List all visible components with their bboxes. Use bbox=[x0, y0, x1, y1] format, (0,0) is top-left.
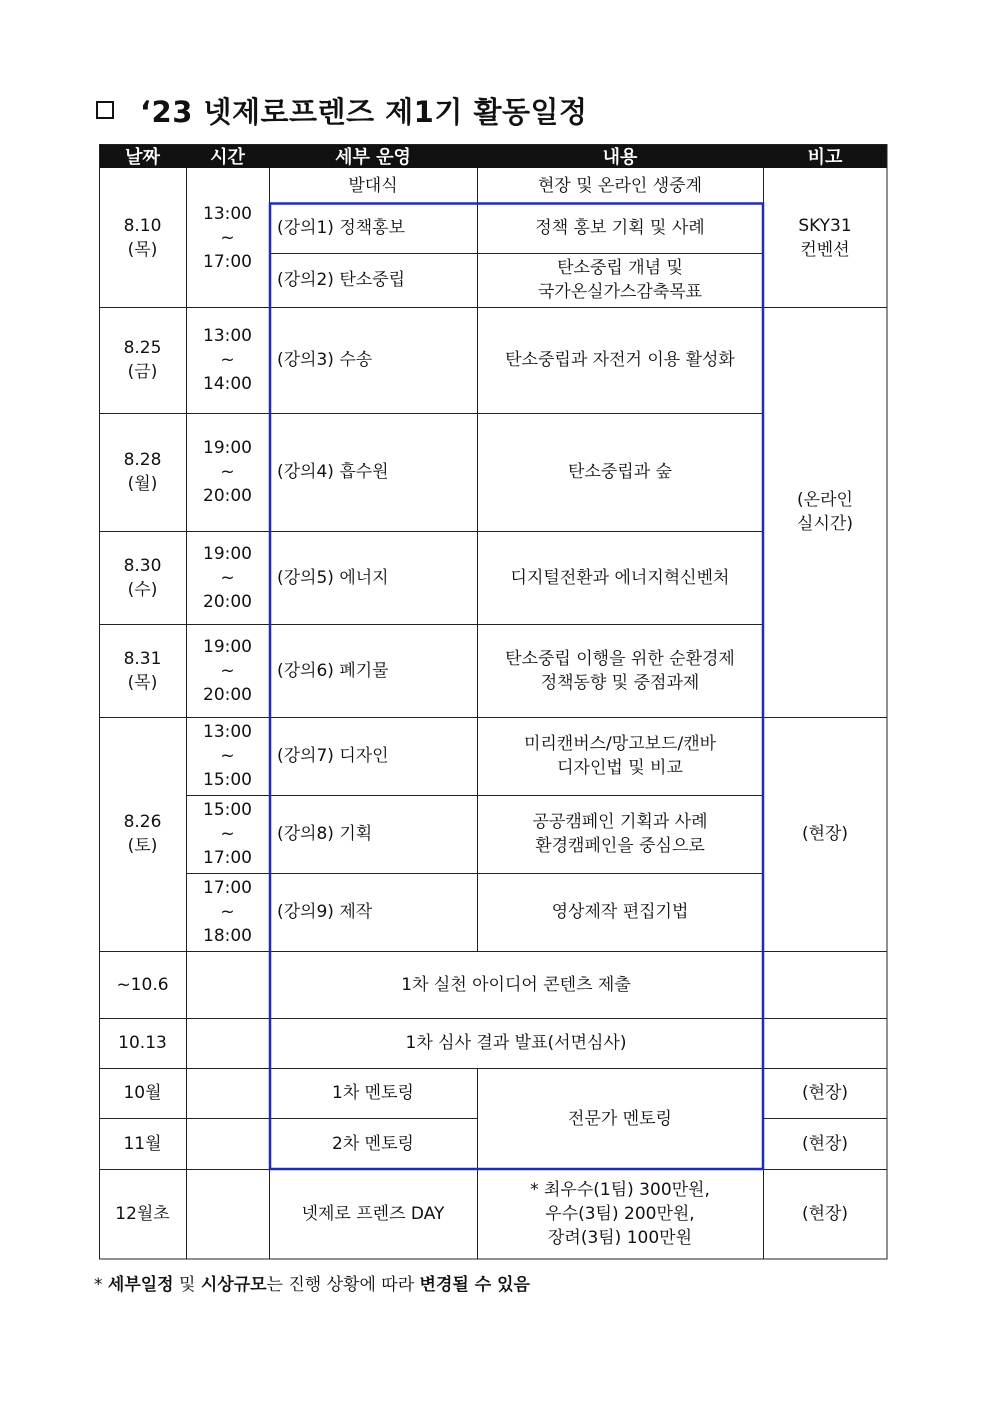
operation-cell: 발대식 bbox=[348, 175, 398, 196]
footnote: * 세부일정 및 시상규모는 진행 상황에 따라 변경될 수 있음 bbox=[94, 1275, 530, 1295]
note-cell: (현장) bbox=[801, 1204, 849, 1224]
content-cell-awards: * 최우수(1팀) 300만원, 우수(3팀) 200만원, 장려(3팀) 100만원 bbox=[530, 1180, 710, 1248]
note-cell-online: (온라인 실시간) bbox=[797, 490, 853, 534]
page-title: ‘23 넷제로프렌즈 제1기 활동일정 bbox=[140, 94, 588, 129]
header-date: 날짜 bbox=[99, 144, 186, 168]
date-cell: 8.26 (토) bbox=[123, 812, 162, 856]
content-cell: 영상제작 편집기법 bbox=[551, 902, 689, 922]
date-cell: 8.28 (월) bbox=[123, 450, 162, 494]
time-cell: 13:00 ~ 14:00 bbox=[203, 326, 252, 394]
content-cell: 정책 홍보 기획 및 사례 bbox=[535, 218, 705, 238]
time-cell: 19:00 ~ 20:00 bbox=[203, 438, 252, 506]
content-cell: 디지털전환과 에너지혁신벤처 bbox=[510, 567, 730, 588]
operation-cell: 넷제로 프렌즈 DAY bbox=[301, 1204, 445, 1224]
header-time: 시간 bbox=[186, 144, 269, 168]
operation-cell: (강의8) 기획 bbox=[277, 824, 373, 844]
header-content: 내용 bbox=[477, 144, 763, 168]
time-cell: 17:00 ~ 18:00 bbox=[203, 878, 252, 946]
date-cell: 10.13 bbox=[118, 1033, 167, 1053]
date-cell: 8.25 (금) bbox=[123, 338, 162, 382]
operation-cell: (강의1) 정책홍보 bbox=[277, 218, 406, 238]
content-cell: 탄소중립과 자전거 이용 활성화 bbox=[505, 350, 735, 370]
operation-cell: (강의2) 탄소중립 bbox=[277, 270, 406, 290]
date-cell: 12월초 bbox=[115, 1204, 170, 1224]
note-cell: (현장) bbox=[801, 824, 849, 844]
content-cell-mentoring: 전문가 멘토링 bbox=[568, 1108, 672, 1129]
note-cell: SKY31 컨벤션 bbox=[798, 215, 852, 260]
time-cell: 19:00 ~ 20:00 bbox=[203, 543, 252, 612]
date-cell: 8.31 (목) bbox=[123, 648, 162, 693]
content-cell: 탄소중립 이행을 위한 순환경제 정책동향 및 중점과제 bbox=[505, 648, 735, 693]
operation-cell: (강의7) 디자인 bbox=[277, 746, 389, 766]
operation-cell: (강의3) 수송 bbox=[277, 350, 373, 370]
content-cell: 미리캔버스/망고보드/캔바 디자인법 및 비교 bbox=[523, 734, 717, 778]
date-cell: 8.10 (목) bbox=[123, 215, 162, 260]
date-cell: ~10.6 bbox=[116, 974, 169, 995]
content-cell: 공공캠페인 기획과 사례 환경캠페인을 중심으로 bbox=[532, 812, 708, 856]
content-cell: 탄소중립 개념 및 국가온실가스감축목표 bbox=[537, 258, 703, 302]
content-cell: 탄소중립과 숲 bbox=[568, 462, 672, 482]
time-cell: 13:00 ~ 17:00 bbox=[203, 203, 252, 272]
date-cell: 11월 bbox=[123, 1133, 162, 1154]
operation-cell: (강의4) 흡수원 bbox=[277, 462, 389, 482]
note-cell: (현장) bbox=[801, 1133, 849, 1154]
content-cell-merged: 1차 실천 아이디어 콘텐츠 제출 bbox=[401, 974, 631, 995]
highlight-box bbox=[270, 204, 763, 1170]
operation-cell: (강의9) 제작 bbox=[277, 902, 373, 922]
time-cell: 15:00 ~ 17:00 bbox=[203, 800, 252, 868]
content-cell: 현장 및 온라인 생중계 bbox=[537, 175, 702, 196]
operation-cell: (강의5) 에너지 bbox=[277, 567, 389, 588]
date-cell: 10월 bbox=[123, 1083, 162, 1103]
operation-cell: 2차 멘토링 bbox=[332, 1133, 414, 1154]
note-cell: (현장) bbox=[801, 1083, 849, 1103]
header-note: 비고 bbox=[763, 144, 887, 168]
time-cell: 19:00 ~ 20:00 bbox=[203, 636, 252, 705]
time-cell: 13:00 ~ 15:00 bbox=[203, 722, 252, 790]
content-cell-merged: 1차 심사 결과 발표(서면심사) bbox=[405, 1033, 627, 1053]
operation-cell: (강의6) 폐기물 bbox=[277, 660, 389, 681]
date-cell: 8.30 (수) bbox=[123, 555, 162, 600]
header-operation: 세부 운영 bbox=[269, 144, 477, 168]
operation-cell: 1차 멘토링 bbox=[332, 1083, 414, 1103]
